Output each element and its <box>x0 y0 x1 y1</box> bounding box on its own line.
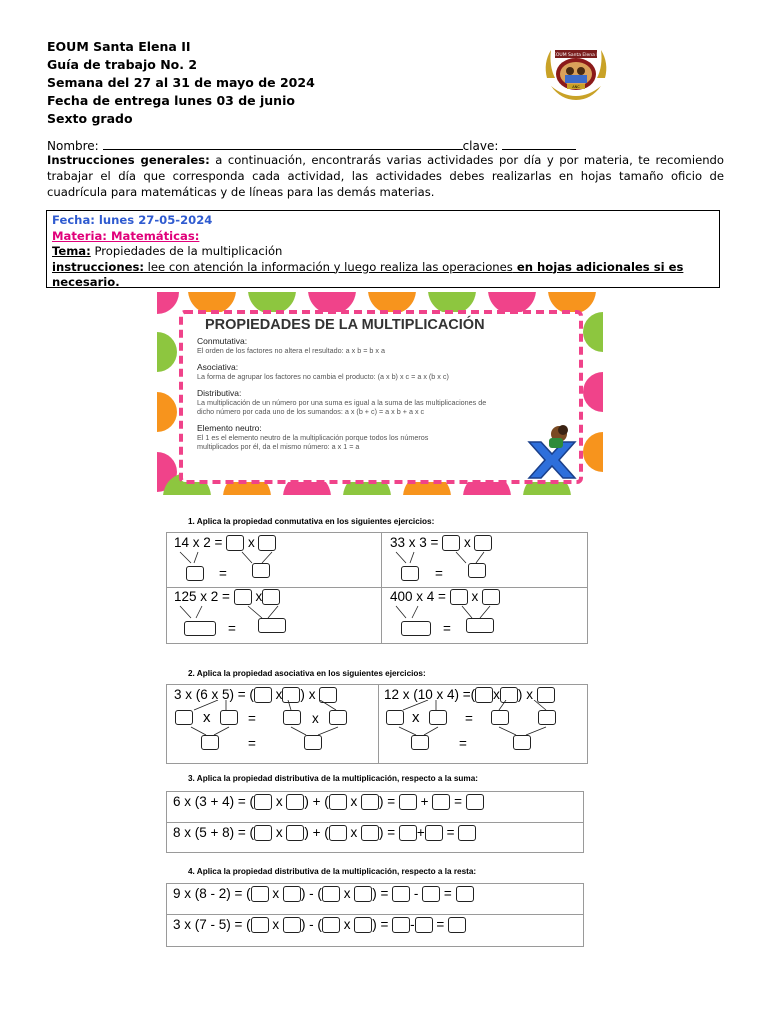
ex4-minus: - <box>410 917 415 932</box>
ex2-close: ) <box>517 687 523 702</box>
code-label: clave: <box>462 139 499 153</box>
ex2-eq: = <box>248 736 256 751</box>
answer-box[interactable] <box>329 794 347 810</box>
prop-neutro-desc2: multiplicados por él, da el mismo número: a x 1 = a <box>197 442 360 451</box>
answer-box[interactable] <box>466 794 484 810</box>
instructions-label: Instrucciones generales: <box>47 153 210 167</box>
answer-box[interactable] <box>458 825 476 841</box>
prop-asociativa-desc: La forma de agrupar los factores no cambia el producto: (a x b) x c = a x (b x c) <box>197 372 449 381</box>
logo-sub: ANC <box>572 85 580 89</box>
ex1-eq: = <box>228 621 236 636</box>
ex2-x: x <box>203 709 211 726</box>
ex4-close-eq: ) = <box>372 886 389 901</box>
answer-box[interactable] <box>322 917 340 933</box>
ex3-eq: = <box>446 825 455 840</box>
prop-conmutativa-name: Conmutativa: <box>197 336 248 346</box>
answer-box[interactable] <box>251 886 269 902</box>
answer-box[interactable] <box>456 886 474 902</box>
ex4-minus: - <box>413 886 419 901</box>
answer-box[interactable] <box>361 825 379 841</box>
ex1-eq: = <box>435 566 443 581</box>
prop-distributiva-name: Distributiva: <box>197 388 242 398</box>
guide-number: Guía de trabajo No. 2 <box>47 57 198 72</box>
ex2-close: ) <box>300 687 305 702</box>
ex1-eq: = <box>219 566 227 581</box>
ex1-x: x <box>247 535 255 550</box>
ex2-arrows <box>166 700 588 740</box>
ex3-close-eq: ) = <box>379 794 396 809</box>
activity-instr-bold: en hojas adicionales si es necesario. <box>52 259 684 289</box>
grade: Sexto grado <box>47 111 133 126</box>
ex3-item-1-text: 6 x (3 + 4) = ( <box>173 794 255 809</box>
activity-instr-text: lee con atención la información y luego realiza las operaciones <box>143 259 513 274</box>
prop-asociativa-name: Asociativa: <box>197 362 239 372</box>
ex2-eq: = <box>248 711 256 726</box>
answer-box[interactable] <box>322 886 340 902</box>
answer-box[interactable] <box>258 618 286 633</box>
answer-box[interactable] <box>361 794 379 810</box>
answer-box[interactable] <box>425 825 443 841</box>
general-instructions <box>47 152 724 200</box>
ex3-plus-group: ) + ( <box>304 794 329 809</box>
answer-box[interactable] <box>466 618 494 633</box>
ex4-close-eq: ) = <box>372 917 389 932</box>
properties-banner <box>157 292 603 495</box>
instructions-text: a continuación, encontrarás varias actividades por día y por materia, te recomiendo trabajar el día que corresponda cada actividad, las actividades debes realizarlas en hojas tamaño oficio de cuadrícula para matemáticas y de líneas para las demás materias. <box>47 153 724 199</box>
exercise-1-title: 1. Aplica la propiedad conmutativa en los siguientes ejercicios: <box>188 517 435 526</box>
activity-date: Fecha: lunes 27-05-2024 <box>52 213 213 227</box>
answer-box[interactable] <box>432 794 450 810</box>
ex3-eq: = <box>454 794 462 809</box>
header-block <box>47 38 315 128</box>
school-logo <box>541 38 611 104</box>
prop-neutro-desc: El 1 es el elemento neutro de la multiplicación porque todos los números <box>197 433 429 442</box>
ex4-x: x <box>343 886 351 901</box>
ex3-plus: + <box>416 825 425 840</box>
answer-box[interactable] <box>415 917 433 933</box>
ex3-x: x <box>275 825 283 840</box>
ex4-x: x <box>272 886 280 901</box>
answer-box[interactable] <box>283 917 301 933</box>
banner-title: PROPIEDADES DE LA MULTIPLICACIÓN <box>205 317 485 333</box>
ex2-eq: = <box>459 736 467 751</box>
ex2-x: x <box>493 687 500 702</box>
activity-instr-label: instrucciones: <box>52 259 144 274</box>
activity-box <box>46 210 720 288</box>
ex2-x: x <box>275 687 283 702</box>
answer-box[interactable] <box>392 886 410 902</box>
ex3-item-2 <box>173 825 476 841</box>
ex3-item-1 <box>173 794 484 810</box>
ex4-item-1-text: 9 x (8 - 2) = ( <box>173 886 251 901</box>
answer-box[interactable] <box>184 621 216 636</box>
answer-box[interactable] <box>401 621 431 636</box>
answer-box[interactable] <box>354 886 372 902</box>
ex3-x: x <box>275 794 283 809</box>
ex2-x: x <box>308 687 316 702</box>
multiply-mascot-icon <box>521 424 583 482</box>
ex4-eq: = <box>436 917 445 932</box>
ex2-x: x <box>312 711 319 726</box>
exercise-2-title: 2. Aplica la propiedad asociativa en los siguientes ejercicios: <box>188 669 426 678</box>
ex4-item-1 <box>173 886 474 902</box>
ex1-arrows <box>166 550 588 620</box>
ex4-minus-group: ) - ( <box>300 917 322 932</box>
ex2-eq: = <box>465 711 473 726</box>
ex2-item-2-text: 12 x (10 x 4) =( <box>384 687 476 702</box>
code-field[interactable] <box>502 137 576 150</box>
ex1-item-3-text: 125 x 2 = <box>174 589 230 604</box>
ex2-x: x <box>412 709 420 726</box>
name-field[interactable] <box>103 137 463 150</box>
answer-box[interactable] <box>254 794 272 810</box>
ex4-minus-group: ) - ( <box>300 886 322 901</box>
property-list <box>197 337 486 451</box>
ex1-x: x <box>471 589 479 604</box>
ex1-item-1-text: 14 x 2 = <box>174 535 223 550</box>
ex1-eq: = <box>443 621 451 636</box>
answer-box[interactable] <box>251 917 269 933</box>
answer-box[interactable] <box>286 825 304 841</box>
answer-box[interactable] <box>448 917 466 933</box>
answer-box[interactable] <box>283 886 301 902</box>
answer-box[interactable] <box>329 825 347 841</box>
exercise-3-title: 3. Aplica la propiedad distributiva de la multiplicación, respecto a la suma: <box>188 774 478 783</box>
prop-distributiva-desc2: dicho número por cada uno de los sumandos: a x (b + c) = a x b + a x c <box>197 407 425 416</box>
answer-box[interactable] <box>354 917 372 933</box>
logo-text: EOUM Santa Elena II <box>553 53 599 58</box>
ex4-eq: = <box>443 886 452 901</box>
ex4-divider-h <box>166 914 584 915</box>
answer-box[interactable] <box>392 917 410 933</box>
ex3-item-2-text: 8 x (5 + 8) = ( <box>173 825 255 840</box>
answer-box[interactable] <box>422 886 440 902</box>
week-range: Semana del 27 al 31 de mayo de 2024 <box>47 75 315 90</box>
ex4-item-2 <box>173 917 466 933</box>
ex2-item-1-text: 3 x (6 x 5) = ( <box>174 687 254 702</box>
ex3-divider-h <box>166 822 584 823</box>
topic-text: Propiedades de la multiplicación <box>90 244 283 258</box>
ex1-item-4-text: 400 x 4 = <box>390 589 446 604</box>
ex4-x: x <box>343 917 351 932</box>
ex1-item-2-text: 33 x 3 = <box>390 535 439 550</box>
answer-box[interactable] <box>286 794 304 810</box>
activity-topic <box>52 244 714 260</box>
ex1-item-1 <box>174 535 276 551</box>
ex1-item-2 <box>390 535 492 551</box>
answer-box[interactable] <box>254 825 272 841</box>
ex3-close-eq: ) = <box>379 825 396 840</box>
topic-label: Tema: <box>52 244 91 258</box>
ex3-x: x <box>350 825 358 840</box>
ex2-x: x <box>526 687 533 702</box>
activity-subject: Materia: Matemáticas: <box>52 228 200 243</box>
prop-neutro-name: Elemento neutro: <box>197 423 262 433</box>
name-label: Nombre: <box>47 139 99 153</box>
ex1-x: x <box>255 589 263 604</box>
due-date: Fecha de entrega lunes 03 de junio <box>47 93 295 108</box>
prop-conmutativa-desc: El orden de los factores no altera el resultado: a x b = b x a <box>197 346 385 355</box>
ex3-plus-group: ) + ( <box>304 825 329 840</box>
ex4-x: x <box>272 917 280 932</box>
answer-box[interactable] <box>399 825 417 841</box>
prop-distributiva-desc: La multiplicación de un número por una suma es igual a la suma de las multiplicaciones de <box>197 398 487 407</box>
activity-instructions <box>52 260 714 291</box>
answer-box[interactable] <box>399 794 417 810</box>
ex1-x: x <box>463 535 471 550</box>
ex3-x: x <box>350 794 358 809</box>
exercise-4-title: 4. Aplica la propiedad distributiva de la multiplicación, respecto a la resta: <box>188 867 477 876</box>
ex3-plus: + <box>420 794 429 809</box>
school-name: EOUM Santa Elena II <box>47 39 191 54</box>
ex4-item-2-text: 3 x (7 - 5) = ( <box>173 917 251 932</box>
